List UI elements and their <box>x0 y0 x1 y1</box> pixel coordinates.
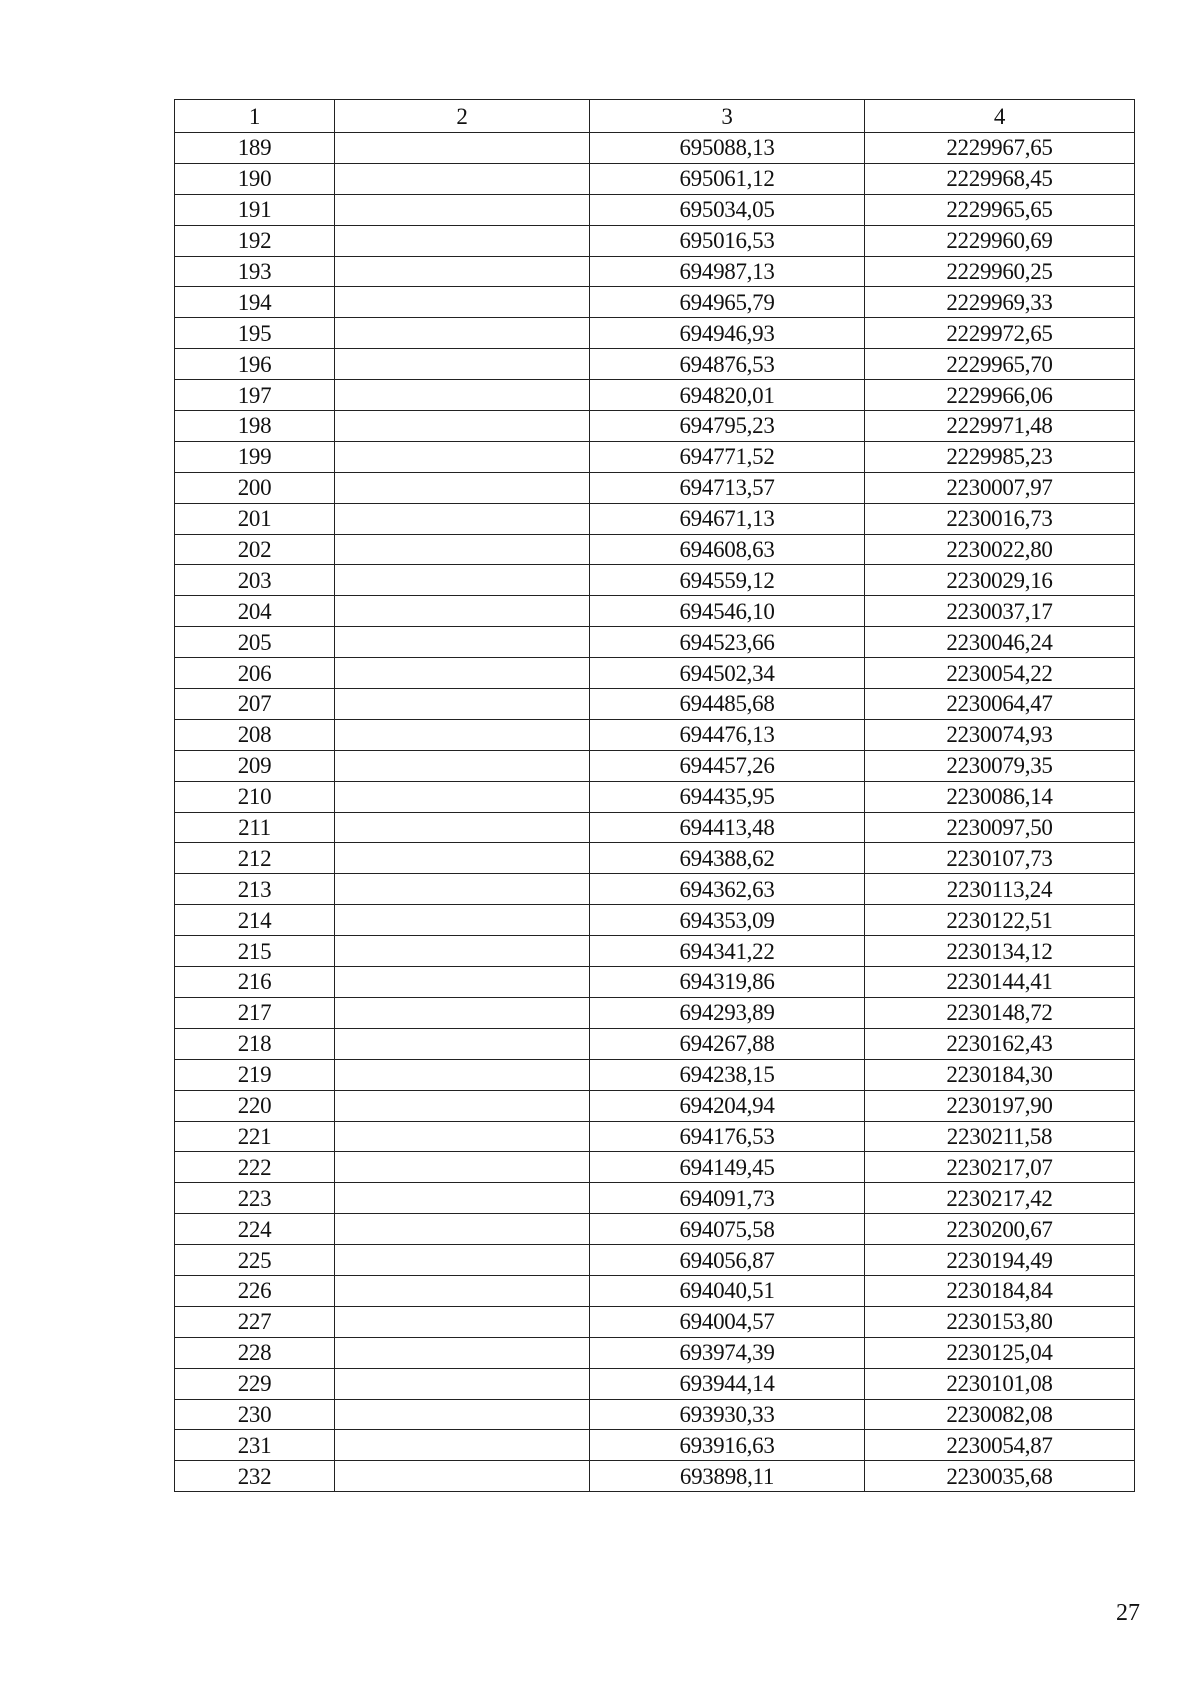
empty-cell <box>335 1245 590 1276</box>
y-coordinate-cell: 2229971,48 <box>865 411 1135 442</box>
empty-cell <box>335 750 590 781</box>
point-number-cell: 228 <box>175 1337 335 1368</box>
empty-cell <box>335 133 590 164</box>
empty-cell <box>335 318 590 349</box>
x-coordinate-cell: 694820,01 <box>590 380 865 411</box>
y-coordinate-cell: 2230211,58 <box>865 1121 1135 1152</box>
x-coordinate-cell: 694176,53 <box>590 1121 865 1152</box>
empty-cell <box>335 1306 590 1337</box>
y-coordinate-cell: 2230064,47 <box>865 689 1135 720</box>
x-coordinate-cell: 695088,13 <box>590 133 865 164</box>
y-coordinate-cell: 2230007,97 <box>865 472 1135 503</box>
coordinates-table-body <box>175 100 1135 1492</box>
point-number-cell: 207 <box>175 689 335 720</box>
point-number-cell: 197 <box>175 380 335 411</box>
empty-cell <box>335 534 590 565</box>
x-coordinate-cell: 694204,94 <box>590 1090 865 1121</box>
y-coordinate-cell: 2230054,22 <box>865 658 1135 689</box>
x-coordinate-cell: 694485,68 <box>590 689 865 720</box>
empty-cell <box>335 1368 590 1399</box>
y-coordinate-cell: 2230194,49 <box>865 1245 1135 1276</box>
y-coordinate-cell: 2230184,30 <box>865 1059 1135 1090</box>
x-coordinate-cell: 694388,62 <box>590 843 865 874</box>
x-coordinate-cell: 694771,52 <box>590 441 865 472</box>
table-row <box>175 1430 1135 1461</box>
point-number-cell: 232 <box>175 1461 335 1492</box>
table-row <box>175 658 1135 689</box>
table-row <box>175 1245 1135 1276</box>
empty-cell <box>335 658 590 689</box>
table-row <box>175 1399 1135 1430</box>
x-coordinate-cell: 693944,14 <box>590 1368 865 1399</box>
point-number-cell: 200 <box>175 472 335 503</box>
table-row <box>175 1152 1135 1183</box>
point-number-cell: 199 <box>175 441 335 472</box>
x-coordinate-cell: 694413,48 <box>590 812 865 843</box>
y-coordinate-cell: 2230134,12 <box>865 936 1135 967</box>
table-row <box>175 1337 1135 1368</box>
point-number-cell: 216 <box>175 967 335 998</box>
x-coordinate-cell: 694457,26 <box>590 750 865 781</box>
empty-cell <box>335 349 590 380</box>
y-coordinate-cell: 2230037,17 <box>865 596 1135 627</box>
y-coordinate-cell: 2230217,07 <box>865 1152 1135 1183</box>
y-coordinate-cell: 2230016,73 <box>865 503 1135 534</box>
x-coordinate-cell: 694795,23 <box>590 411 865 442</box>
y-coordinate-cell: 2230079,35 <box>865 750 1135 781</box>
x-coordinate-cell: 694075,58 <box>590 1214 865 1245</box>
table-row <box>175 503 1135 534</box>
y-coordinate-cell: 2229960,25 <box>865 256 1135 287</box>
x-coordinate-cell: 693974,39 <box>590 1337 865 1368</box>
point-number-cell: 230 <box>175 1399 335 1430</box>
table-header-row <box>175 100 1135 133</box>
point-number-cell: 194 <box>175 287 335 318</box>
table-row <box>175 256 1135 287</box>
table-row <box>175 967 1135 998</box>
y-coordinate-cell: 2230153,80 <box>865 1306 1135 1337</box>
empty-cell <box>335 1399 590 1430</box>
point-number-cell: 195 <box>175 318 335 349</box>
empty-cell <box>335 812 590 843</box>
table-row <box>175 163 1135 194</box>
empty-cell <box>335 503 590 534</box>
empty-cell <box>335 967 590 998</box>
x-coordinate-cell: 694341,22 <box>590 936 865 967</box>
empty-cell <box>335 781 590 812</box>
point-number-cell: 221 <box>175 1121 335 1152</box>
table-row <box>175 750 1135 781</box>
point-number-cell: 213 <box>175 874 335 905</box>
point-number-cell: 223 <box>175 1183 335 1214</box>
x-coordinate-cell: 694965,79 <box>590 287 865 318</box>
table-row <box>175 1090 1135 1121</box>
point-number-cell: 227 <box>175 1306 335 1337</box>
y-coordinate-cell: 2230022,80 <box>865 534 1135 565</box>
x-coordinate-cell: 694523,66 <box>590 627 865 658</box>
y-coordinate-cell: 2230035,68 <box>865 1461 1135 1492</box>
point-number-cell: 218 <box>175 1028 335 1059</box>
x-coordinate-cell: 694293,89 <box>590 997 865 1028</box>
empty-cell <box>335 874 590 905</box>
point-number-cell: 217 <box>175 997 335 1028</box>
point-number-cell: 229 <box>175 1368 335 1399</box>
empty-cell <box>335 1430 590 1461</box>
x-coordinate-cell: 694713,57 <box>590 472 865 503</box>
empty-cell <box>335 225 590 256</box>
point-number-cell: 224 <box>175 1214 335 1245</box>
point-number-cell: 202 <box>175 534 335 565</box>
point-number-cell: 191 <box>175 194 335 225</box>
empty-cell <box>335 997 590 1028</box>
empty-cell <box>335 1028 590 1059</box>
empty-cell <box>335 441 590 472</box>
y-coordinate-cell: 2230082,08 <box>865 1399 1135 1430</box>
x-coordinate-cell: 694149,45 <box>590 1152 865 1183</box>
y-coordinate-cell: 2230122,51 <box>865 905 1135 936</box>
table-row <box>175 287 1135 318</box>
x-coordinate-cell: 694238,15 <box>590 1059 865 1090</box>
table-row <box>175 411 1135 442</box>
x-coordinate-cell: 693916,63 <box>590 1430 865 1461</box>
y-coordinate-cell: 2230086,14 <box>865 781 1135 812</box>
x-coordinate-cell: 694987,13 <box>590 256 865 287</box>
y-coordinate-cell: 2229969,33 <box>865 287 1135 318</box>
y-coordinate-cell: 2229968,45 <box>865 163 1135 194</box>
point-number-cell: 205 <box>175 627 335 658</box>
point-number-cell: 214 <box>175 905 335 936</box>
point-number-cell: 222 <box>175 1152 335 1183</box>
table-row <box>175 225 1135 256</box>
y-coordinate-cell: 2230074,93 <box>865 719 1135 750</box>
point-number-cell: 211 <box>175 812 335 843</box>
x-coordinate-cell: 694362,63 <box>590 874 865 905</box>
empty-cell <box>335 1121 590 1152</box>
coordinates-table <box>174 99 1135 1492</box>
point-number-cell: 190 <box>175 163 335 194</box>
empty-cell <box>335 1214 590 1245</box>
point-number-cell: 204 <box>175 596 335 627</box>
empty-cell <box>335 163 590 194</box>
y-coordinate-cell: 2230046,24 <box>865 627 1135 658</box>
header-cell-col2: 2 <box>335 100 590 133</box>
table-row <box>175 534 1135 565</box>
y-coordinate-cell: 2229965,70 <box>865 349 1135 380</box>
table-row <box>175 1121 1135 1152</box>
x-coordinate-cell: 694353,09 <box>590 905 865 936</box>
table-row <box>175 1306 1135 1337</box>
empty-cell <box>335 1152 590 1183</box>
y-coordinate-cell: 2230029,16 <box>865 565 1135 596</box>
x-coordinate-cell: 694608,63 <box>590 534 865 565</box>
y-coordinate-cell: 2230200,67 <box>865 1214 1135 1245</box>
empty-cell <box>335 843 590 874</box>
x-coordinate-cell: 694559,12 <box>590 565 865 596</box>
table-row <box>175 874 1135 905</box>
y-coordinate-cell: 2230197,90 <box>865 1090 1135 1121</box>
empty-cell <box>335 596 590 627</box>
table-row <box>175 689 1135 720</box>
y-coordinate-cell: 2229960,69 <box>865 225 1135 256</box>
x-coordinate-cell: 694091,73 <box>590 1183 865 1214</box>
header-cell-col3: 3 <box>590 100 865 133</box>
point-number-cell: 193 <box>175 256 335 287</box>
y-coordinate-cell: 2230125,04 <box>865 1337 1135 1368</box>
x-coordinate-cell: 694004,57 <box>590 1306 865 1337</box>
empty-cell <box>335 936 590 967</box>
point-number-cell: 206 <box>175 658 335 689</box>
point-number-cell: 212 <box>175 843 335 874</box>
header-cell-col4: 4 <box>865 100 1135 133</box>
point-number-cell: 201 <box>175 503 335 534</box>
x-coordinate-cell: 694319,86 <box>590 967 865 998</box>
point-number-cell: 189 <box>175 133 335 164</box>
empty-cell <box>335 719 590 750</box>
point-number-cell: 210 <box>175 781 335 812</box>
x-coordinate-cell: 693898,11 <box>590 1461 865 1492</box>
empty-cell <box>335 1059 590 1090</box>
empty-cell <box>335 627 590 658</box>
empty-cell <box>335 1275 590 1306</box>
x-coordinate-cell: 695016,53 <box>590 225 865 256</box>
y-coordinate-cell: 2230101,08 <box>865 1368 1135 1399</box>
point-number-cell: 192 <box>175 225 335 256</box>
table-row <box>175 596 1135 627</box>
y-coordinate-cell: 2230148,72 <box>865 997 1135 1028</box>
y-coordinate-cell: 2230144,41 <box>865 967 1135 998</box>
empty-cell <box>335 472 590 503</box>
y-coordinate-cell: 2229966,06 <box>865 380 1135 411</box>
x-coordinate-cell: 695034,05 <box>590 194 865 225</box>
header-cell-col1: 1 <box>175 100 335 133</box>
point-number-cell: 196 <box>175 349 335 380</box>
y-coordinate-cell: 2230162,43 <box>865 1028 1135 1059</box>
table-row <box>175 1461 1135 1492</box>
table-row <box>175 843 1135 874</box>
empty-cell <box>335 1090 590 1121</box>
y-coordinate-cell: 2230097,50 <box>865 812 1135 843</box>
table-row <box>175 905 1135 936</box>
y-coordinate-cell: 2229972,65 <box>865 318 1135 349</box>
x-coordinate-cell: 694267,88 <box>590 1028 865 1059</box>
table-row <box>175 1059 1135 1090</box>
table-row <box>175 194 1135 225</box>
table-row <box>175 1214 1135 1245</box>
empty-cell <box>335 411 590 442</box>
empty-cell <box>335 1183 590 1214</box>
x-coordinate-cell: 694476,13 <box>590 719 865 750</box>
y-coordinate-cell: 2230054,87 <box>865 1430 1135 1461</box>
page-number: 27 <box>1116 1600 1140 1626</box>
point-number-cell: 225 <box>175 1245 335 1276</box>
table-row <box>175 441 1135 472</box>
x-coordinate-cell: 694040,51 <box>590 1275 865 1306</box>
x-coordinate-cell: 694946,93 <box>590 318 865 349</box>
point-number-cell: 208 <box>175 719 335 750</box>
x-coordinate-cell: 693930,33 <box>590 1399 865 1430</box>
x-coordinate-cell: 694502,34 <box>590 658 865 689</box>
point-number-cell: 215 <box>175 936 335 967</box>
point-number-cell: 220 <box>175 1090 335 1121</box>
x-coordinate-cell: 694876,53 <box>590 349 865 380</box>
empty-cell <box>335 194 590 225</box>
table-row <box>175 472 1135 503</box>
table-row <box>175 1028 1135 1059</box>
point-number-cell: 231 <box>175 1430 335 1461</box>
y-coordinate-cell: 2230107,73 <box>865 843 1135 874</box>
x-coordinate-cell: 694435,95 <box>590 781 865 812</box>
y-coordinate-cell: 2229985,23 <box>865 441 1135 472</box>
table-row <box>175 380 1135 411</box>
table-row <box>175 936 1135 967</box>
table-row <box>175 1275 1135 1306</box>
y-coordinate-cell: 2229967,65 <box>865 133 1135 164</box>
empty-cell <box>335 256 590 287</box>
x-coordinate-cell: 694671,13 <box>590 503 865 534</box>
table-row <box>175 719 1135 750</box>
table-row <box>175 627 1135 658</box>
table-row <box>175 318 1135 349</box>
empty-cell <box>335 380 590 411</box>
point-number-cell: 198 <box>175 411 335 442</box>
table-row <box>175 781 1135 812</box>
empty-cell <box>335 565 590 596</box>
point-number-cell: 226 <box>175 1275 335 1306</box>
empty-cell <box>335 1337 590 1368</box>
table-row <box>175 133 1135 164</box>
y-coordinate-cell: 2230217,42 <box>865 1183 1135 1214</box>
empty-cell <box>335 287 590 318</box>
point-number-cell: 219 <box>175 1059 335 1090</box>
table-row <box>175 1183 1135 1214</box>
point-number-cell: 209 <box>175 750 335 781</box>
y-coordinate-cell: 2230113,24 <box>865 874 1135 905</box>
table-row <box>175 565 1135 596</box>
table-row <box>175 812 1135 843</box>
point-number-cell: 203 <box>175 565 335 596</box>
y-coordinate-cell: 2229965,65 <box>865 194 1135 225</box>
y-coordinate-cell: 2230184,84 <box>865 1275 1135 1306</box>
table-row <box>175 349 1135 380</box>
x-coordinate-cell: 695061,12 <box>590 163 865 194</box>
table-row <box>175 997 1135 1028</box>
empty-cell <box>335 905 590 936</box>
empty-cell <box>335 689 590 720</box>
table-row <box>175 1368 1135 1399</box>
x-coordinate-cell: 694546,10 <box>590 596 865 627</box>
empty-cell <box>335 1461 590 1492</box>
x-coordinate-cell: 694056,87 <box>590 1245 865 1276</box>
